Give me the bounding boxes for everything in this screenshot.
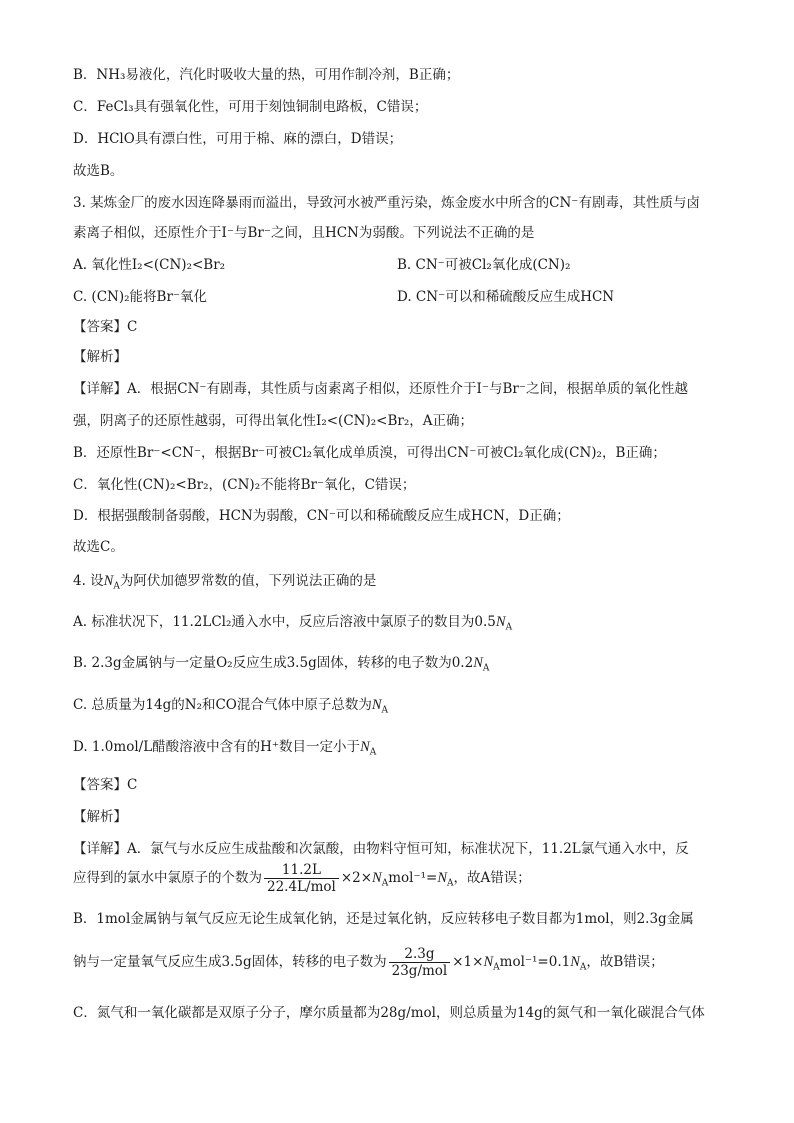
q4-option-c: C. 总质量为14g的N₂和CO混合气体中原子总数为$N_A$ (73, 697, 389, 716)
question-4-stem: 4. 设$N_A$为阿伏加德罗常数的值，下列说法正确的是 (73, 573, 377, 592)
explanation-line: D．根据强酸制备弱酸，HCN为弱酸，CN⁻可以和稀硫酸反应生成HCN，D正确； (73, 508, 570, 524)
q4-option-b: B. 2.3g金属钠与一定量O₂反应生成3.5g固体，转移的电子数为$0.2N_A$ (73, 655, 490, 674)
analysis-label: 【解析】 (73, 349, 127, 365)
explanation-line: B．1mol金属钠与氧气反应无论生成氧化钠，还是过氧化钠，反应转移电子数目都为1mol，则2.3g金属 (73, 911, 694, 927)
explanation-line: C．氧化性(CN)₂<Br₂，(CN)₂不能将Br⁻氧化，C错误； (73, 477, 416, 493)
explanation-formula-line: 应得到的氯水中氯原子的个数为 $\frac{11.2L}{\text{22.4L/mol}}$ $\times 2\times N_Amol^{-1}=N_A$，故A错误； (73, 862, 531, 895)
option-d: D. CN⁻可以和稀硫酸反应生成HCN (397, 289, 615, 305)
answer-label: 【答案】C (73, 319, 138, 335)
explanation-line: 【详解】A．氯气与水反应生成盐酸和次氯酸，由物料守恒可知，标准状况下，11.2L氯气通入水中，反 (73, 841, 689, 857)
q4-option-d: D. 1.0mol/L醋酸溶液中含有的H⁺数目一定小于$N_A$ (73, 739, 377, 758)
analysis-label: 【解析】 (73, 809, 127, 825)
answer-label: 【答案】C (73, 777, 138, 793)
text-line: C．FeCl₃具有强氧化性，可用于刻蚀铜制电路板，C错误； (73, 99, 428, 115)
explanation-line: B．还原性Br⁻<CN⁻，根据Br⁻可被Cl₂氧化成单质溴，可得出CN⁻可被Cl₂氧化成(CN)₂，B正确； (73, 445, 666, 461)
question-3-stem: 3. 某炼金厂的废水因连降暴雨而溢出，导致河水被严重污染，炼金废水中所含的CN⁻有剧毒，其性质与卤 (73, 195, 700, 211)
fraction: $\frac{2.3g}{\text{23g/mol}}$ (389, 946, 451, 979)
q4-option-a: A. 标准状况下，11.2LCl₂通入水中，反应后溶液中氯原子的数目为$0.5N_A$ (73, 614, 513, 633)
option-c: C. (CN)₂能将Br⁻氧化 (73, 289, 208, 305)
explanation-formula-line: 钠与一定量氧气反应生成3.5g固体，转移的电子数为 $\frac{2.3g}{\text{23g/mol}}$ $\times 1\times N_Amol^{-1}=0.1N_A$，故B错误； (73, 946, 664, 979)
explanation-line: 强，阴离子的还原性越弱，可得出氧化性I₂<(CN)₂<Br₂，A正确； (73, 413, 473, 429)
text-line: 故选B。 (73, 163, 124, 179)
option-a: A. 氧化性I₂<(CN)₂<Br₂ (73, 257, 226, 273)
question-3-stem: 素离子相似，还原性介于I⁻与Br⁻之间，且HCN为弱酸。下列说法不正确的是 (73, 225, 535, 241)
explanation-line: 故选C。 (73, 539, 124, 555)
option-b: B. CN⁻可被Cl₂氧化成(CN)₂ (397, 257, 571, 273)
text-line: D．HClO具有漂白性，可用于棉、麻的漂白，D错误； (73, 131, 403, 147)
explanation-line: 【详解】A．根据CN⁻有剧毒，其性质与卤素离子相似，还原性介于I⁻与Br⁻之间，根据单质的氧化性越 (73, 381, 688, 397)
fraction: $\frac{11.2L}{\text{22.4L/mol}}$ (264, 862, 339, 895)
explanation-line: C．氮气和一氧化碳都是双原子分子，摩尔质量都为28g/mol，则总质量为14g的氮气和一氧化碳混合气体 (73, 1005, 705, 1021)
text-line: B．NH₃易液化，汽化时吸收大量的热，可用作制冷剂，B正确； (73, 67, 460, 83)
option-row (73, 256, 225, 274)
